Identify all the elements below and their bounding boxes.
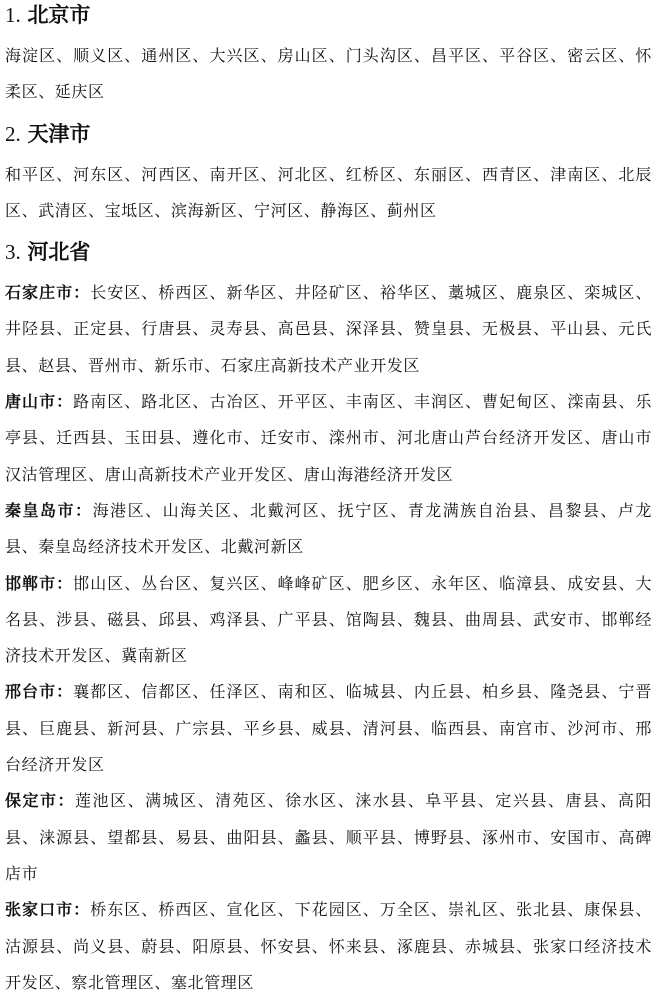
district-list: 路南区、路北区、古冶区、开平区、丰南区、丰润区、曹妃甸区、滦南县、乐亭县、迁西县、玉田县、遵化市、迁安市、滦州市、河北唐山芦台经济开发区、唐山市汉沽管理区、唐山高新技术产业开发区、唐山海港经济开发区 (5, 392, 652, 484)
city-name: 秦皇岛市： (5, 500, 93, 520)
district-list: 襄都区、信都区、任泽区、南和区、临城县、内丘县、柏乡县、隆尧县、宁晋县、巨鹿县、新河县、广宗县、平乡县、威县、清河县、临西县、南宫市、沙河市、邢台经济开发区 (5, 682, 652, 775)
district-list-beijing: 海淀区、顺义区、通州区、大兴区、房山区、门头沟区、昌平区、平谷区、密云区、怀柔区、延庆区 (5, 46, 652, 102)
district-list: 海港区、山海关区、北戴河区、抚宁区、青龙满族自治县、昌黎县、卢龙县、秦皇岛经济技术开发区、北戴河新区 (5, 500, 652, 557)
city-entry-tangshan (5, 384, 652, 493)
district-list: 莲池区、满城区、清苑区、徐水区、涞水县、阜平县、定兴县、唐县、高阳县、涞源县、望都县、易县、曲阳县、蠡县、顺平县、博野县、涿州市、安国市、高碑店市 (5, 791, 652, 883)
district-list: 长安区、桥西区、新华区、井陉矿区、裕华区、藁城区、鹿泉区、栾城区、井陉县、正定县、行唐县、灵寿县、高邑县、深泽县、赞皇县、无极县、平山县、元氏县、赵县、晋州市、新乐市、石家庄高新技术产业开发区 (5, 283, 652, 375)
city-entry-baoding (5, 783, 652, 892)
city-name: 邢台市： (5, 682, 74, 702)
district-list: 桥东区、桥西区、宣化区、下花园区、万全区、崇礼区、张北县、康保县、沽源县、尚义县、蔚县、阳原县、怀安县、怀来县、涿鹿县、赤城县、张家口经济技术开发区、察北管理区、塞北管理区 (5, 900, 652, 992)
section-title: 天津市 (27, 121, 91, 146)
section-number: 2. (5, 121, 21, 146)
city-name: 张家口市： (5, 900, 91, 920)
city-entry-handan (5, 566, 652, 675)
section-heading-tianjin (5, 119, 652, 149)
city-name: 石家庄市： (5, 283, 91, 303)
city-entry-xingtai (5, 674, 652, 783)
section-number: 3. (5, 240, 21, 265)
city-name: 保定市： (5, 791, 76, 811)
city-entry-qinhuangdao (5, 493, 652, 566)
city-name: 唐山市： (5, 392, 74, 412)
city-name: 邯郸市： (5, 573, 74, 593)
city-entry-shijiazhuang (5, 275, 652, 384)
district-list-tianjin: 和平区、河东区、河西区、南开区、河北区、红桥区、东丽区、西青区、津南区、北辰区、武清区、宝坻区、滨海新区、宁河区、静海区、蓟州区 (5, 164, 652, 220)
section-title: 北京市 (27, 3, 91, 27)
section-heading-hebei (5, 237, 652, 267)
section-number: 1. (5, 3, 21, 27)
district-list: 邯山区、丛台区、复兴区、峰峰矿区、肥乡区、永年区、临漳县、成安县、大名县、涉县、磁县、邱县、鸡泽县、广平县、馆陶县、魏县、曲周县、武安市、邯郸经济技术开发区、冀南新区 (5, 573, 652, 666)
section-heading-beijing (5, 0, 652, 30)
city-entry-zhangjiakou (5, 892, 652, 1001)
section-title: 河北省 (27, 240, 91, 265)
